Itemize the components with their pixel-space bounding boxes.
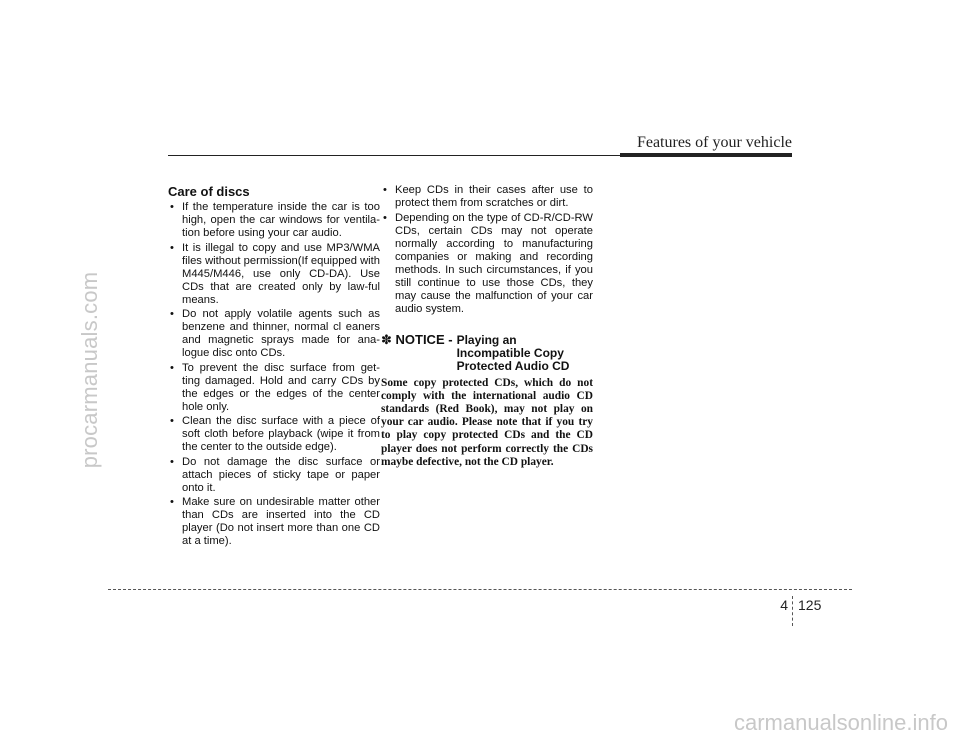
footer-rule xyxy=(108,589,852,590)
care-list xyxy=(168,201,380,548)
left-column xyxy=(168,184,380,550)
section-title: Care of discs xyxy=(168,184,250,199)
list-item: • If the temperature inside the car is too high, open the car windows for ventila-tion before using your car audio. xyxy=(168,201,380,240)
footer-divider xyxy=(792,596,793,626)
notice-heading xyxy=(381,332,593,373)
header-rule-accent xyxy=(620,153,792,157)
list-item: • Keep CDs in their cases after use to protect them from scratches or dirt. xyxy=(381,184,593,210)
right-column xyxy=(381,184,593,469)
notice-title: Playing an Incompatible Copy Protected Audio CD xyxy=(456,332,570,373)
site-watermark-vertical: procarmanuals.com xyxy=(77,271,102,469)
care-list-continued xyxy=(381,184,593,316)
notice-body: Some copy protected CDs, which do not comply with the international audio CD standards (Red Book), may not play on your car audio. Please note that if you try to play copy protected CDs and the CD player does not perform correctly the CDs maybe defective, not the CD player. xyxy=(381,376,593,468)
chapter-number: 4 xyxy=(780,597,788,613)
page-number: 125 xyxy=(798,597,822,613)
list-item: • It is illegal to copy and use MP3/WMA files without permission(If equipped with M445/M446, use only CD-DA). Use CDs that are created only by law-ful means. xyxy=(168,242,380,307)
list-item: • To prevent the disc surface from get-ting damaged. Hold and carry CDs by the edges or the edges of the center hole only. xyxy=(168,362,380,414)
notice-label: ✽ NOTICE - xyxy=(381,331,453,347)
list-item: • Depending on the type of CD-R/CD-RW CDs, certain CDs may not operate normally according to manufacturing companies or making and recording methods. In such circumstances, if you still continue to use those CDs, they may cause the malfunction of your car audio system. xyxy=(381,212,593,316)
site-watermark-bottom: carmanualsonline.info xyxy=(733,710,948,735)
list-item: • Clean the disc surface with a piece of soft cloth before playback (wipe it from the center to the outside edge). xyxy=(168,415,380,454)
list-item: • Make sure on undesirable matter other than CDs are inserted into the CD player (Do not insert more than one CD at a time). xyxy=(168,496,380,548)
list-item: • Do not apply volatile agents such as benzene and thinner, normal cl eaners and magnetic sprays made for ana-logue disc onto CDs. xyxy=(168,308,380,360)
page-header-title: Features of your vehicle xyxy=(636,134,792,151)
list-item: • Do not damage the disc surface or attach pieces of sticky tape or paper onto it. xyxy=(168,456,380,495)
